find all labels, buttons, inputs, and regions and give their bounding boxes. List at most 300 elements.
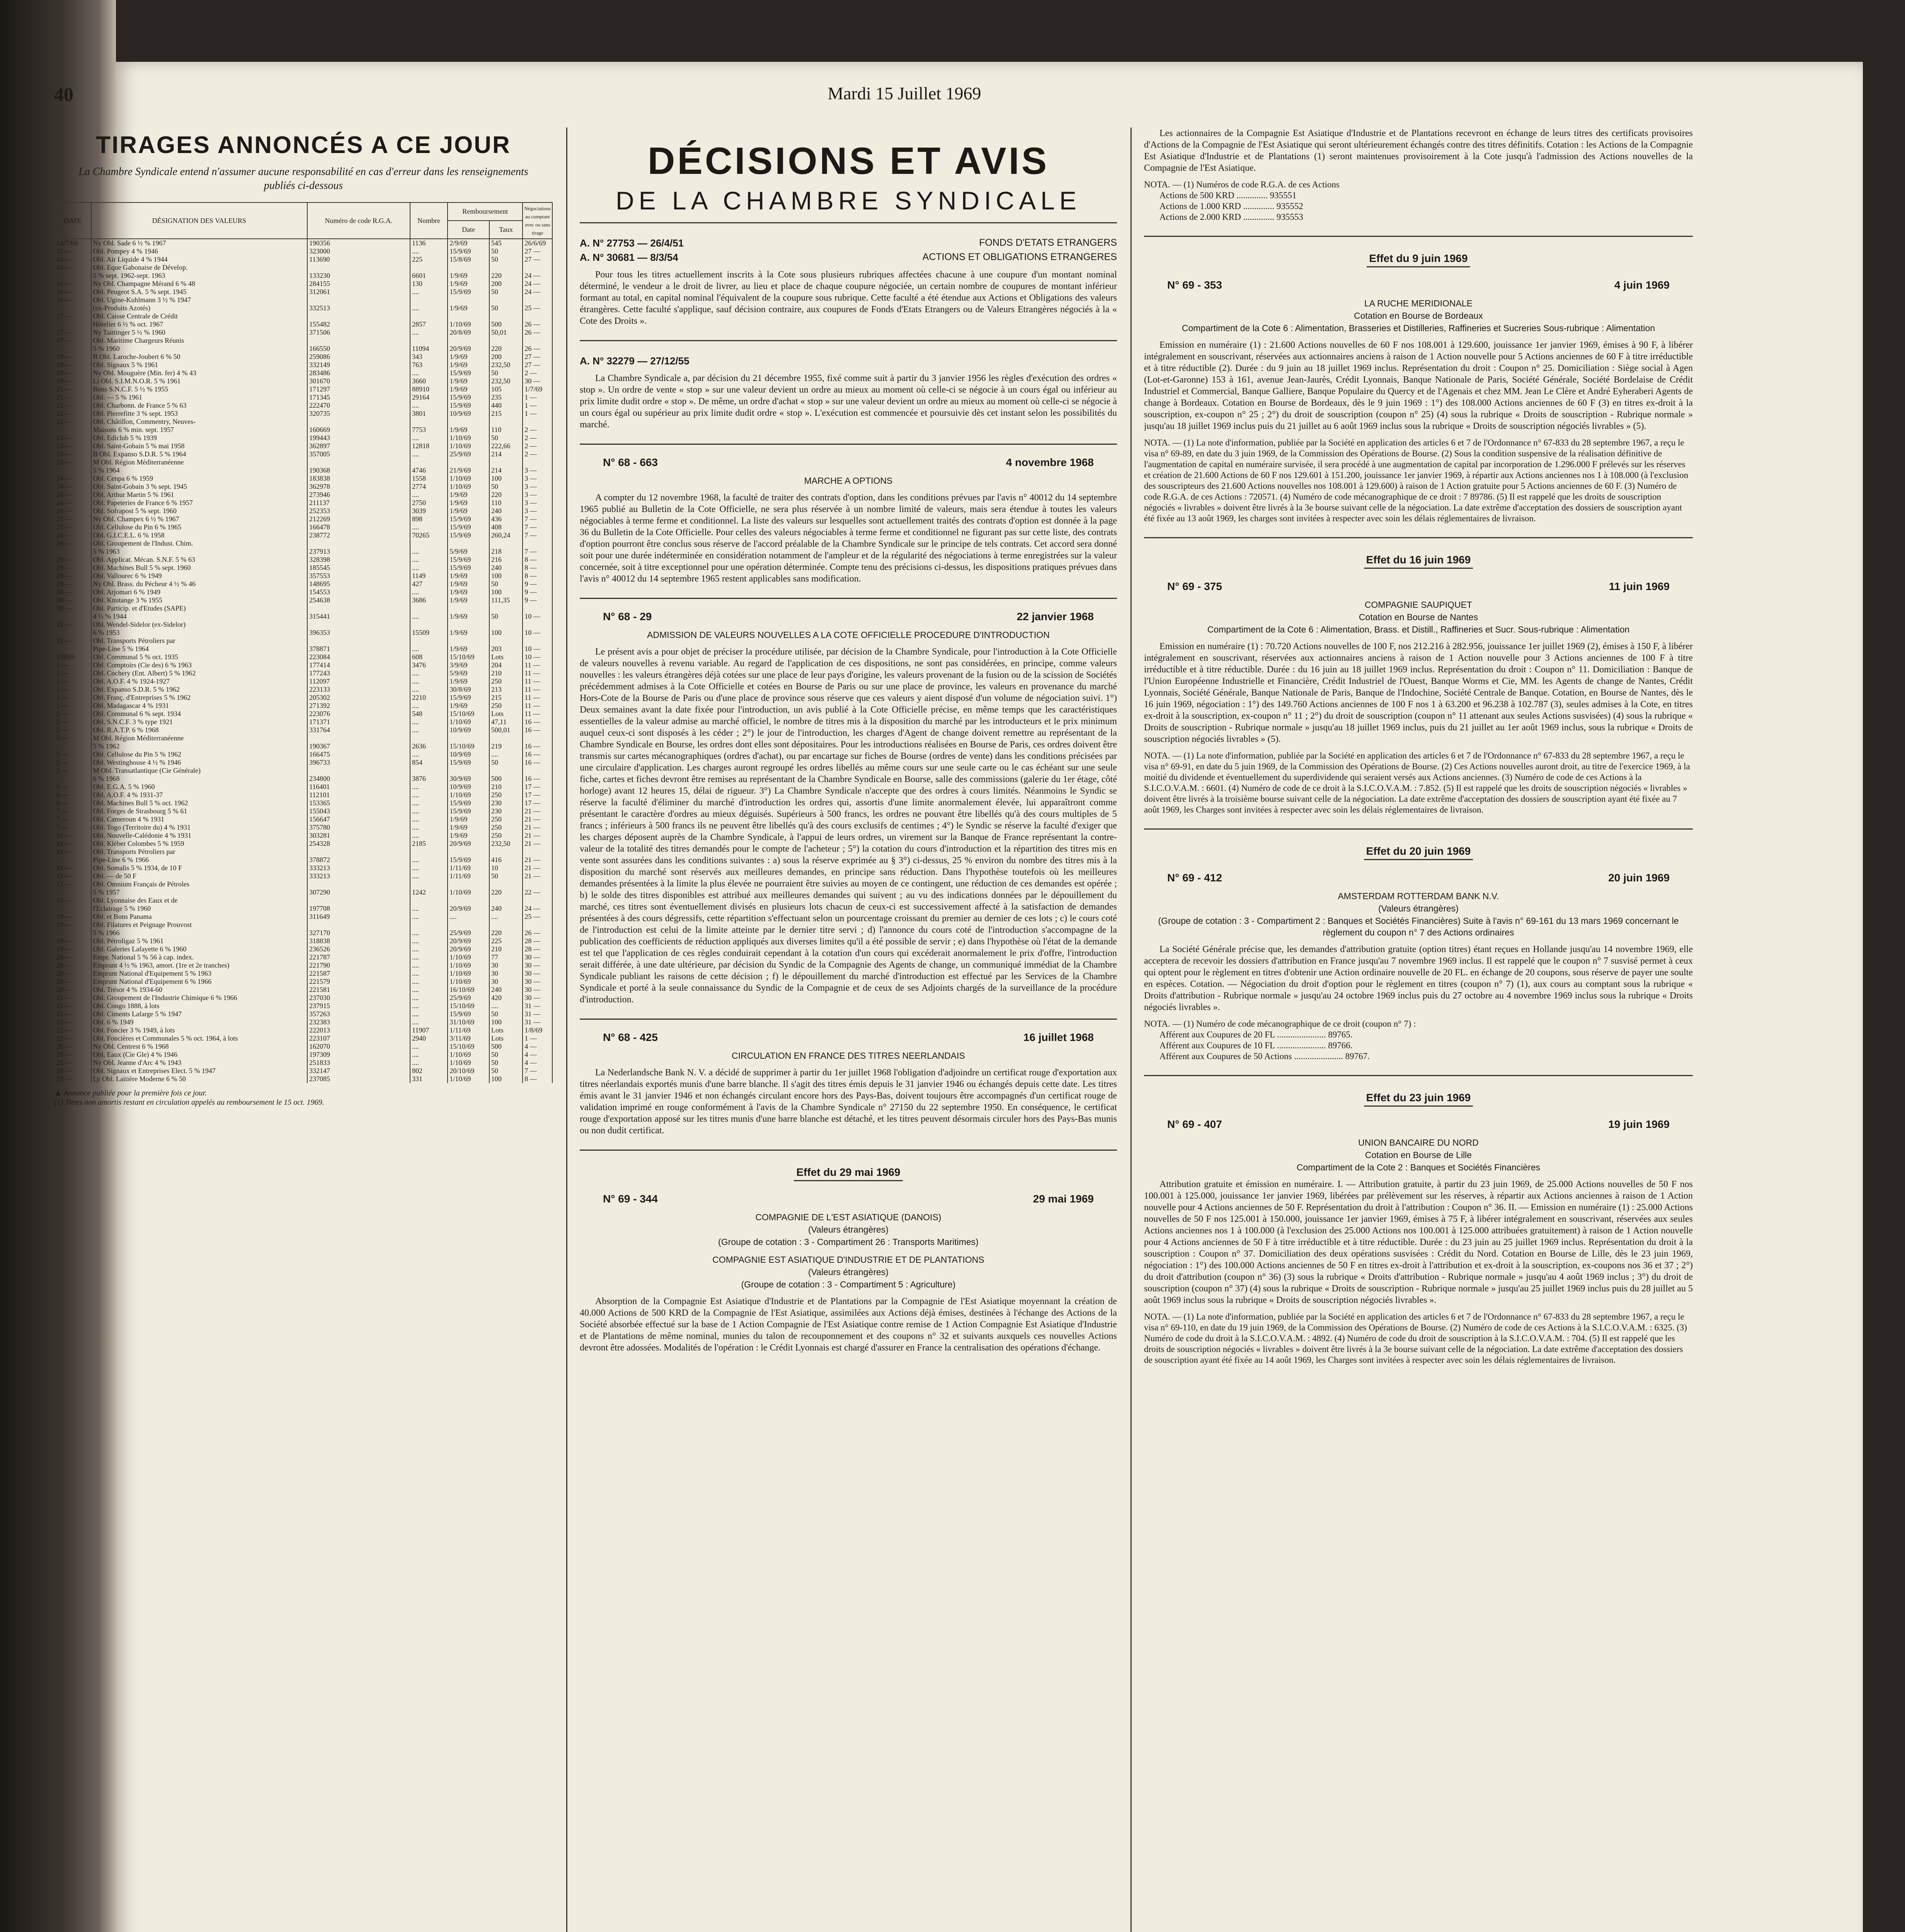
cell-code: 171345 <box>307 393 410 401</box>
cell-remb-taux <box>489 418 523 426</box>
cell-designation: Obl. Congo 1888, à lots <box>91 1002 308 1010</box>
cell-date: 22 — <box>54 418 91 426</box>
compartiment: Compartiment de la Cote 6 : Alimentation, Brasseries et Distilleries, Raffineries et Sucreries Sous-rubrique : Alimentation <box>1181 323 1655 333</box>
cell-suspension: 2 — <box>523 450 552 458</box>
cell-date: 1 — <box>54 685 91 694</box>
avis-body: La Nederlandsche Bank N. V. a décidé de supprimer à partir du 1er juillet 1968 l'obligation d'adjoindre un certificat rouge d'exportation aux titres néerlandais exportés munis d'une barre blanche. Il s'agit des titres émis depuis le 31 janvier 1946 ou échangés depuis cette date. Les titres émis avant le 31 janvier 1946 et non échangés circulant encore hors des Pays-Bas, doivent toujours être accompagnés d'un certificat rouge de validation imprimé en rouge conformément à l'avis de la Chambre Syndicale n° 27150 du 22 septembre 1950. En conséquence, le certificat rouge d'exportation apposé sur les titres munis d'une barre blanche est détaché, et les titres peuvent désormais circuler hors des Pays-Bas munis ou non dudit certificat. <box>580 1068 1117 1136</box>
table-row <box>54 426 552 434</box>
cell-code: 332147 <box>307 1067 410 1075</box>
cell-remb-taux <box>489 734 523 742</box>
cell-nombre: .... <box>410 864 448 872</box>
table-row <box>54 945 552 953</box>
cell-remb-taux: 50,01 <box>489 328 523 337</box>
cell-nombre: .... <box>410 815 448 823</box>
avis-ref: A. N° 27753 — 26/4/51 <box>580 237 684 249</box>
cell-suspension: 30 — <box>523 377 552 385</box>
cell-remb-taux: 210 <box>489 669 523 677</box>
cell-date: 13/7/69 <box>54 239 91 247</box>
cell-suspension: 7 — <box>523 531 552 539</box>
cell-nombre: 15509 <box>410 629 448 637</box>
cell-suspension: 7 — <box>523 515 552 523</box>
cell-date <box>54 548 91 556</box>
cell-suspension: 30 — <box>523 969 552 978</box>
col-header-nombre: Nombre <box>410 202 448 239</box>
cell-remb-date: 20/9/69 <box>448 937 489 945</box>
cell-remb-taux: 77 <box>489 953 523 961</box>
cell-suspension: 16 — <box>523 742 552 750</box>
cell-designation: Obl. — de 50 F <box>91 872 308 880</box>
cell-suspension: 26 — <box>523 929 552 937</box>
cell-nombre: .... <box>410 328 448 337</box>
cell-date: 24 — <box>54 483 91 491</box>
cell-suspension: 21 — <box>523 823 552 832</box>
table-row <box>54 1034 552 1043</box>
cell-date <box>54 304 91 312</box>
cell-remb-date: 1/9/69 <box>448 491 489 499</box>
cell-suspension: 1 — <box>523 401 552 410</box>
avis-heading: CIRCULATION EN FRANCE DES TITRES NEERLANDAIS <box>732 1051 965 1061</box>
cell-code: 259086 <box>307 353 410 361</box>
cell-code <box>307 848 410 856</box>
cell-designation: Empr. National 5 % 56 à cap. index. <box>91 953 308 961</box>
cell-nombre <box>410 296 448 304</box>
cell-date: 5 — <box>54 718 91 726</box>
cell-code: 133230 <box>307 272 410 280</box>
cell-date: 21 — <box>54 393 91 401</box>
cell-remb-taux: 416 <box>489 856 523 864</box>
cell-nombre: 2857 <box>410 320 448 328</box>
cell-date: 20 — <box>54 953 91 961</box>
cell-code: 327170 <box>307 929 410 937</box>
table-row <box>54 815 552 823</box>
cell-remb-date: 1/10/69 <box>448 1051 489 1059</box>
cell-remb-date: 20/9/69 <box>448 345 489 353</box>
cell-nombre: 427 <box>410 580 448 588</box>
cell-designation: Obl. Knutange 3 % 1955 <box>91 596 308 604</box>
cell-designation: Obl. Togo (Territoire du) 4 % 1931 <box>91 823 308 832</box>
cell-suspension: 9 — <box>523 588 552 596</box>
cell-remb-taux: 500,01 <box>489 726 523 734</box>
cell-code: 252353 <box>307 507 410 515</box>
table-row <box>54 491 552 499</box>
cell-remb-taux: 260,24 <box>489 531 523 539</box>
cell-remb-date: 20/9/69 <box>448 945 489 953</box>
cell-nombre: .... <box>410 450 448 458</box>
table-row <box>54 337 552 345</box>
col-header-remboursement: Remboursement <box>448 202 523 221</box>
compartiment: (Groupe de cotation : 3 - Compartiment 2 : Banques et Sociétés Financières) Suite à l'avis n° 69-161 du 13 mars 1969 concernant le règlement du coupon n° 7 des Actions ordinaires <box>1158 916 1679 937</box>
cell-date: 21 — <box>54 1002 91 1010</box>
cell-designation: Obl. Galeries Lafayette 6 % 1960 <box>91 945 308 953</box>
cell-nombre: .... <box>410 726 448 734</box>
cell-suspension: 9 — <box>523 596 552 604</box>
cell-designation: Obl. Somalis 5 % 1934, de 10 F <box>91 864 308 872</box>
cell-suspension <box>523 921 552 929</box>
cell-remb-date: 15/9/69 <box>448 807 489 815</box>
cell-nombre: .... <box>410 523 448 531</box>
cell-remb-taux: 500 <box>489 320 523 328</box>
cell-remb-date: 30/9/69 <box>448 775 489 783</box>
cell-remb-date: 1/9/69 <box>448 353 489 361</box>
cell-designation: Obl. Machines Bull 5 % sept. 1960 <box>91 564 308 572</box>
cell-designation: Obl. Westinghouse 4 ½ % 1946 <box>91 759 308 767</box>
cell-nombre: .... <box>410 905 448 913</box>
table-row <box>54 685 552 694</box>
cell-nombre: .... <box>410 750 448 759</box>
company-name: LA RUCHE MERIDIONALE <box>1364 298 1473 308</box>
cell-nombre: .... <box>410 872 448 880</box>
cell-remb-taux: 230 <box>489 799 523 807</box>
cell-remb-date: 15/9/69 <box>448 401 489 410</box>
cell-remb-taux: 30 <box>489 961 523 969</box>
cell-remb-date: 25/9/69 <box>448 450 489 458</box>
cell-suspension <box>523 296 552 304</box>
cell-remb-date: 15/9/69 <box>448 799 489 807</box>
cell-date: 18 — <box>54 377 91 385</box>
table-row <box>54 304 552 312</box>
avis-heading: ADMISSION DE VALEURS NOUVELLES A LA COTE OFFICIELLE PROCEDURE D'INTRODUCTION <box>647 630 1050 640</box>
cell-remb-date: 1/9/69 <box>448 645 489 653</box>
cell-code: 237915 <box>307 1002 410 1010</box>
effet-heading: Effet du 20 juin 1969 <box>1144 845 1693 860</box>
cell-remb-date: 1/10/69 <box>448 442 489 450</box>
cell-nombre: .... <box>410 961 448 969</box>
cell-nombre: .... <box>410 491 448 499</box>
cell-code: 171297 <box>307 385 410 393</box>
cell-nombre: .... <box>410 677 448 685</box>
cell-nombre: .... <box>410 556 448 564</box>
issue-date: Mardi 15 Juillet 1969 <box>827 83 981 103</box>
table-row <box>54 1026 552 1034</box>
cell-suspension: 31 — <box>523 1002 552 1010</box>
cell-remb-taux: 50 <box>489 247 523 255</box>
table-row <box>54 848 552 856</box>
cell-suspension: 21 — <box>523 807 552 815</box>
cell-suspension <box>523 418 552 426</box>
cell-nombre: 2210 <box>410 694 448 702</box>
cell-date: 7 — <box>54 807 91 815</box>
company-category: (Valeurs étrangères) <box>808 1267 889 1277</box>
cell-remb-taux: 250 <box>489 832 523 840</box>
cell-date: 26 — <box>54 531 91 539</box>
cell-date: 6 — <box>54 783 91 791</box>
cell-designation: 5 % 1966 <box>91 929 308 937</box>
avis-body: Pour tous les titres actuellement inscrits à la Cote sous plusieurs rubriques affectées chacune à une coupure d'un montant nominal déterminé, le vendeur a le droit de livrer, au lieu et place de chaque coupure négociée, un certain nombre de coupures de montant inférieur formant au total, en capital nominal l'équivalent de la coupure sous rubrique. Cette faculté a été étendue aux Actions et Obligations des valeurs étrangères. Cette faculté s'applique, sauf décision contraire, aux coupures de Fonds d'Etats Etrangers ou de Valeurs Etrangères négociés à la « Cote des Droits ». <box>580 270 1117 326</box>
cell-remb-taux: Lots <box>489 710 523 718</box>
cell-remb-taux: 50 <box>489 304 523 312</box>
cell-remb-taux: .... <box>489 750 523 759</box>
cell-remb-date: 15/9/69 <box>448 856 489 864</box>
cell-date: 17 — <box>54 312 91 320</box>
cell-remb-date: 15/9/69 <box>448 556 489 564</box>
cell-nombre: .... <box>410 548 448 556</box>
cell-remb-date <box>448 458 489 466</box>
cell-nombre: .... <box>410 978 448 986</box>
cell-code <box>307 264 410 272</box>
table-row <box>54 280 552 288</box>
cell-suspension: 24 — <box>523 288 552 296</box>
cell-designation: Ny Obl. Brass. du Pécheur 4 ½ % 46 <box>91 580 308 588</box>
decisions-title: DÉCISIONS ET AVIS <box>647 139 1049 182</box>
cell-nombre: .... <box>410 401 448 410</box>
cell-remb-taux: 225 <box>489 937 523 945</box>
cell-remb-date: 15/10/69 <box>448 742 489 750</box>
cell-suspension: 30 — <box>523 994 552 1002</box>
cell-nombre: .... <box>410 1043 448 1051</box>
cell-designation: Obl. R.A.T.P. 6 % 1968 <box>91 726 308 734</box>
nota-line: Actions de 2.000 KRD .............. 935553 <box>1159 212 1303 222</box>
avis-number-row <box>1144 279 1693 291</box>
cell-code: 197708 <box>307 905 410 913</box>
cell-designation: Obl. Châtillon, Commentry, Neuves- <box>91 418 308 426</box>
table-row <box>54 961 552 969</box>
cell-nombre <box>410 418 448 426</box>
table-row <box>54 823 552 832</box>
cell-remb-taux: 111,35 <box>489 596 523 604</box>
cell-suspension: 26/6/69 <box>523 239 552 247</box>
cell-nombre <box>410 264 448 272</box>
cell-code: 318838 <box>307 937 410 945</box>
cell-date: 22 — <box>54 1026 91 1034</box>
cell-nombre <box>410 637 448 645</box>
cell-nombre: .... <box>410 588 448 596</box>
table-row <box>54 499 552 507</box>
tirages-note: ▲ Annonce publiée pour la première fois ce jour. <box>54 1089 207 1097</box>
cell-remb-date <box>448 539 489 548</box>
cell-remb-taux: 214 <box>489 450 523 458</box>
cell-code: 222470 <box>307 401 410 410</box>
cell-remb-date: 1/10/69 <box>448 969 489 978</box>
cell-designation: Obl. Foncières et Communales 5 % oct. 1964, à lots <box>91 1034 308 1043</box>
cell-code <box>307 458 410 466</box>
cell-suspension: 21 — <box>523 864 552 872</box>
cell-suspension <box>523 637 552 645</box>
cell-remb-taux: 436 <box>489 515 523 523</box>
table-row <box>54 296 552 304</box>
company-name: UNION BANCAIRE DU NORD <box>1358 1138 1479 1148</box>
page-header <box>54 83 1766 114</box>
cell-suspension: 11 — <box>523 710 552 718</box>
cell-suspension: 1/8/69 <box>523 1026 552 1034</box>
nota-line: Afférent aux Coupures de 20 FL ...................... 89765. <box>1159 1030 1353 1039</box>
cell-code: 333213 <box>307 864 410 872</box>
cell-date: 23 — <box>54 442 91 450</box>
cell-remb-date: 20/9/69 <box>448 840 489 848</box>
cell-remb-taux: 100 <box>489 1075 523 1083</box>
cell-remb-date: 20/8/69 <box>448 328 489 337</box>
table-row <box>54 986 552 994</box>
cell-remb-date: 1/9/69 <box>448 580 489 588</box>
section-divider <box>580 1019 1117 1020</box>
cell-suspension: 8 — <box>523 556 552 564</box>
cell-code: 357263 <box>307 1010 410 1018</box>
cell-remb-taux <box>489 604 523 612</box>
cell-nombre: .... <box>410 969 448 978</box>
table-row <box>54 556 552 564</box>
company-group: (Groupe de cotation : 3 - Compartiment 26 : Transports Maritimes) <box>718 1237 979 1247</box>
cell-date <box>54 272 91 280</box>
cotation-place: (Valeurs étrangères) <box>1378 903 1459 913</box>
cell-designation: Obl. Peugeot S.A. 5 % sept. 1945 <box>91 288 308 296</box>
cell-remb-date <box>448 604 489 612</box>
cell-designation: Obl. Eaux (Cie Gle) 4 % 1946 <box>91 1051 308 1059</box>
cell-code: 378871 <box>307 645 410 653</box>
cell-date: 21 — <box>54 994 91 1002</box>
cell-remb-taux: 30 <box>489 969 523 978</box>
cell-suspension: 3 — <box>523 499 552 507</box>
avis-heading: MARCHE A OPTIONS <box>804 476 893 486</box>
cell-date: 30 — <box>54 604 91 612</box>
cell-remb-date: 1/10/69 <box>448 474 489 483</box>
cell-remb-taux: 218 <box>489 548 523 556</box>
cell-remb-taux: 216 <box>489 556 523 564</box>
cell-designation: Obl. Forges de Strasbourg 5 % 61 <box>91 807 308 815</box>
avis-date: 16 juillet 1968 <box>1023 1031 1094 1043</box>
cell-code: 237085 <box>307 1075 410 1083</box>
table-row <box>54 929 552 937</box>
cell-remb-date: 20/9/69 <box>448 905 489 913</box>
table-row <box>54 937 552 945</box>
avis-number-row <box>580 1031 1117 1044</box>
cell-designation: Obl. Charbonn. de France 5 % 63 <box>91 401 308 410</box>
cell-suspension: 21 — <box>523 840 552 848</box>
avis-body: Absorption de la Compagnie Est Asiatique d'Industrie et de Plantations par la Compagnie de l'Est Asiatique moyennant la création de 40.000 Actions de 500 KRD de la Compagnie de l'Est Asiatique, assimilées aux Actions déjà émises, destinées à l'échange des Actions de la Société absorbée effectué sur la base de 1 Action Compagnie de l'Est Asiatique contre remise de 1 Action Compagnie Est Asiatique d'Industrie et de Plantations de même nominal, munies du talon de recouponnement et des coupons n° 32 et suivants auxquels ces nouvelles Actions devront être adossées. Modalités de l'opération : le Crédit Lyonnais est chargé d'assurer en France la centralisation des opérations d'échange. <box>580 1296 1117 1353</box>
cell-nombre: .... <box>410 247 448 255</box>
cell-remb-date: 1/9/69 <box>448 629 489 637</box>
cell-remb-date <box>448 848 489 856</box>
cell-remb-date: 15/9/69 <box>448 369 489 377</box>
cell-code: 205302 <box>307 694 410 702</box>
table-row <box>54 913 552 921</box>
cell-nombre: 3039 <box>410 507 448 515</box>
cell-designation: Obl. Cochery (Ent. Albert) 5 % 1962 <box>91 669 308 677</box>
cell-date: 18 — <box>54 353 91 361</box>
cell-designation: Ny Taittinger 5 ½ % 1960 <box>91 328 308 337</box>
cell-designation: Obl. 6 % 1949 <box>91 1018 308 1026</box>
cell-designation: B Obl. Expanso S.D.R. 5 % 1964 <box>91 450 308 458</box>
cell-date: 6 — <box>54 791 91 799</box>
cell-remb-date: 1/9/69 <box>448 823 489 832</box>
cell-suspension: 7 — <box>523 548 552 556</box>
cell-date: 17 — <box>54 337 91 345</box>
cell-designation: Obl. Groupement de l'Indust. Chim. <box>91 539 308 548</box>
cell-remb-date: 15/8/69 <box>448 255 489 264</box>
cell-code: 311649 <box>307 913 410 921</box>
section-divider <box>580 340 1117 341</box>
cell-code: 273946 <box>307 491 410 499</box>
cell-remb-taux: 235 <box>489 393 523 401</box>
cell-designation: Obl. Trésor 4 % 1934-60 <box>91 986 308 994</box>
cell-date: 24 — <box>54 499 91 507</box>
cell-date: 21 — <box>54 1010 91 1018</box>
cell-designation: Obl. Expanso S.D.R. 5 % 1962 <box>91 685 308 694</box>
cell-nombre <box>410 921 448 929</box>
cell-suspension: 3 — <box>523 483 552 491</box>
cell-date: 23 — <box>54 434 91 442</box>
cell-suspension <box>523 896 552 905</box>
cell-nombre: 763 <box>410 361 448 369</box>
cell-suspension: 8 — <box>523 572 552 580</box>
cell-suspension: 30 — <box>523 978 552 986</box>
cell-remb-taux: 210 <box>489 945 523 953</box>
cell-nombre: 608 <box>410 653 448 661</box>
cell-remb-date: 15/9/69 <box>448 531 489 539</box>
cell-suspension: 3 — <box>523 491 552 499</box>
cell-code: 185545 <box>307 564 410 572</box>
cell-suspension: 27 — <box>523 361 552 369</box>
cell-date: 20 — <box>54 978 91 986</box>
cell-remb-taux: 220 <box>489 491 523 499</box>
cell-remb-date: 2/9/69 <box>448 239 489 247</box>
cell-designation: Obl. Cenpa 6 % 1959 <box>91 474 308 483</box>
table-row <box>54 742 552 750</box>
avis-body: A compter du 12 novembre 1968, la faculté de traiter des contrats d'option, dans les conditions prévues par l'avis n° 40012 du 14 septembre 1965 publié au Bulletin de la Cote Officielle, ne sera plus réservée à un nombre limité de valeurs, mais sera étendue à toutes les valeurs négociables à terme ferme et conditionnel. La liste des valeurs sur lesquelles sont actuellement traités des contrats d'option est donnée à la page 36 du Bulletin de la Cote Officielle. Pour celles des valeurs négociables à terme ferme et conditionnel ne figurant pas sur cette liste, des contrats d'option pourront être conclus sous réserve de l'accord préalable de la Chambre Syndicale sur le principe de tels contrats. Cet accord sera donné soit pour une durée indéterminée en considération notamment de l'ampleur et de la régularité des négociations à terme enregistrées sur la valeur concernée, soit à titre exceptionnel pour une opération déterminée. Compte tenu des précisions ci-dessus, les dispositions pratiques prévues dans l'avis n° 40012 du 14 septembre 1965 restent applicables sans modification. <box>580 493 1117 584</box>
cell-designation: Obl. Filatures et Peignage Prouvost <box>91 921 308 929</box>
cell-designation: 6 % 1953 <box>91 629 308 637</box>
cell-nombre: 1149 <box>410 572 448 580</box>
cell-nombre: .... <box>410 986 448 994</box>
cell-remb-date: 3/9/69 <box>448 661 489 669</box>
cell-designation: 5 % 1964 <box>91 466 308 474</box>
cell-designation: (ex-Produits Azotés) <box>91 304 308 312</box>
cell-remb-taux: 100 <box>489 629 523 637</box>
cell-nombre: 898 <box>410 515 448 523</box>
cell-nombre: 130 <box>410 280 448 288</box>
cell-designation: Obl. Communal 5 % oct. 1935 <box>91 653 308 661</box>
cell-code: 362897 <box>307 442 410 450</box>
table-row <box>54 864 552 872</box>
cell-nombre: .... <box>410 718 448 726</box>
cell-remb-date: 1/10/69 <box>448 718 489 726</box>
nota-line: Actions de 500 KRD .............. 935551 <box>1159 190 1297 200</box>
cell-code: 155043 <box>307 807 410 815</box>
cell-nombre <box>410 734 448 742</box>
cell-designation: Ny Obl. Centrest 6 % 1968 <box>91 1043 308 1051</box>
table-row <box>54 450 552 458</box>
table-row <box>54 994 552 1002</box>
cell-remb-date <box>448 621 489 629</box>
cell-nombre: .... <box>410 288 448 296</box>
company-category: (Valeurs étrangères) <box>808 1225 889 1235</box>
cell-suspension <box>523 734 552 742</box>
table-row <box>54 1002 552 1010</box>
cell-nombre: 548 <box>410 710 448 718</box>
cell-suspension: 28 — <box>523 937 552 945</box>
cell-remb-date: 16/10/69 <box>448 986 489 994</box>
cell-date: 22 — <box>54 410 91 418</box>
cell-nombre: 29164 <box>410 393 448 401</box>
cell-nombre: 3476 <box>410 661 448 669</box>
cell-remb-taux: 420 <box>489 994 523 1002</box>
cell-date: 24 — <box>54 474 91 483</box>
cell-remb-date: 1/10/69 <box>448 1075 489 1083</box>
cell-designation: Obl. Particip. et d'Etudes (SAPE) <box>91 604 308 612</box>
cell-suspension: 7 — <box>523 523 552 531</box>
avis-date: 11 juin 1969 <box>1609 580 1670 592</box>
cell-nombre: .... <box>410 953 448 961</box>
cell-date <box>54 426 91 434</box>
cell-nombre <box>410 848 448 856</box>
cell-suspension: 1/7/69 <box>523 385 552 393</box>
cell-remb-date: 1/9/69 <box>448 572 489 580</box>
table-row <box>54 588 552 596</box>
company-name: COMPAGNIE SAUPIQUET <box>1364 600 1473 610</box>
cell-code: 396353 <box>307 629 410 637</box>
cell-remb-taux <box>489 264 523 272</box>
cell-designation: Ny Obl. Champex 6 ½ % 1967 <box>91 515 308 523</box>
cell-remb-taux: 232,50 <box>489 377 523 385</box>
avis-heading: ACTIONS ET OBLIGATIONS ETRANGERES <box>922 252 1117 262</box>
